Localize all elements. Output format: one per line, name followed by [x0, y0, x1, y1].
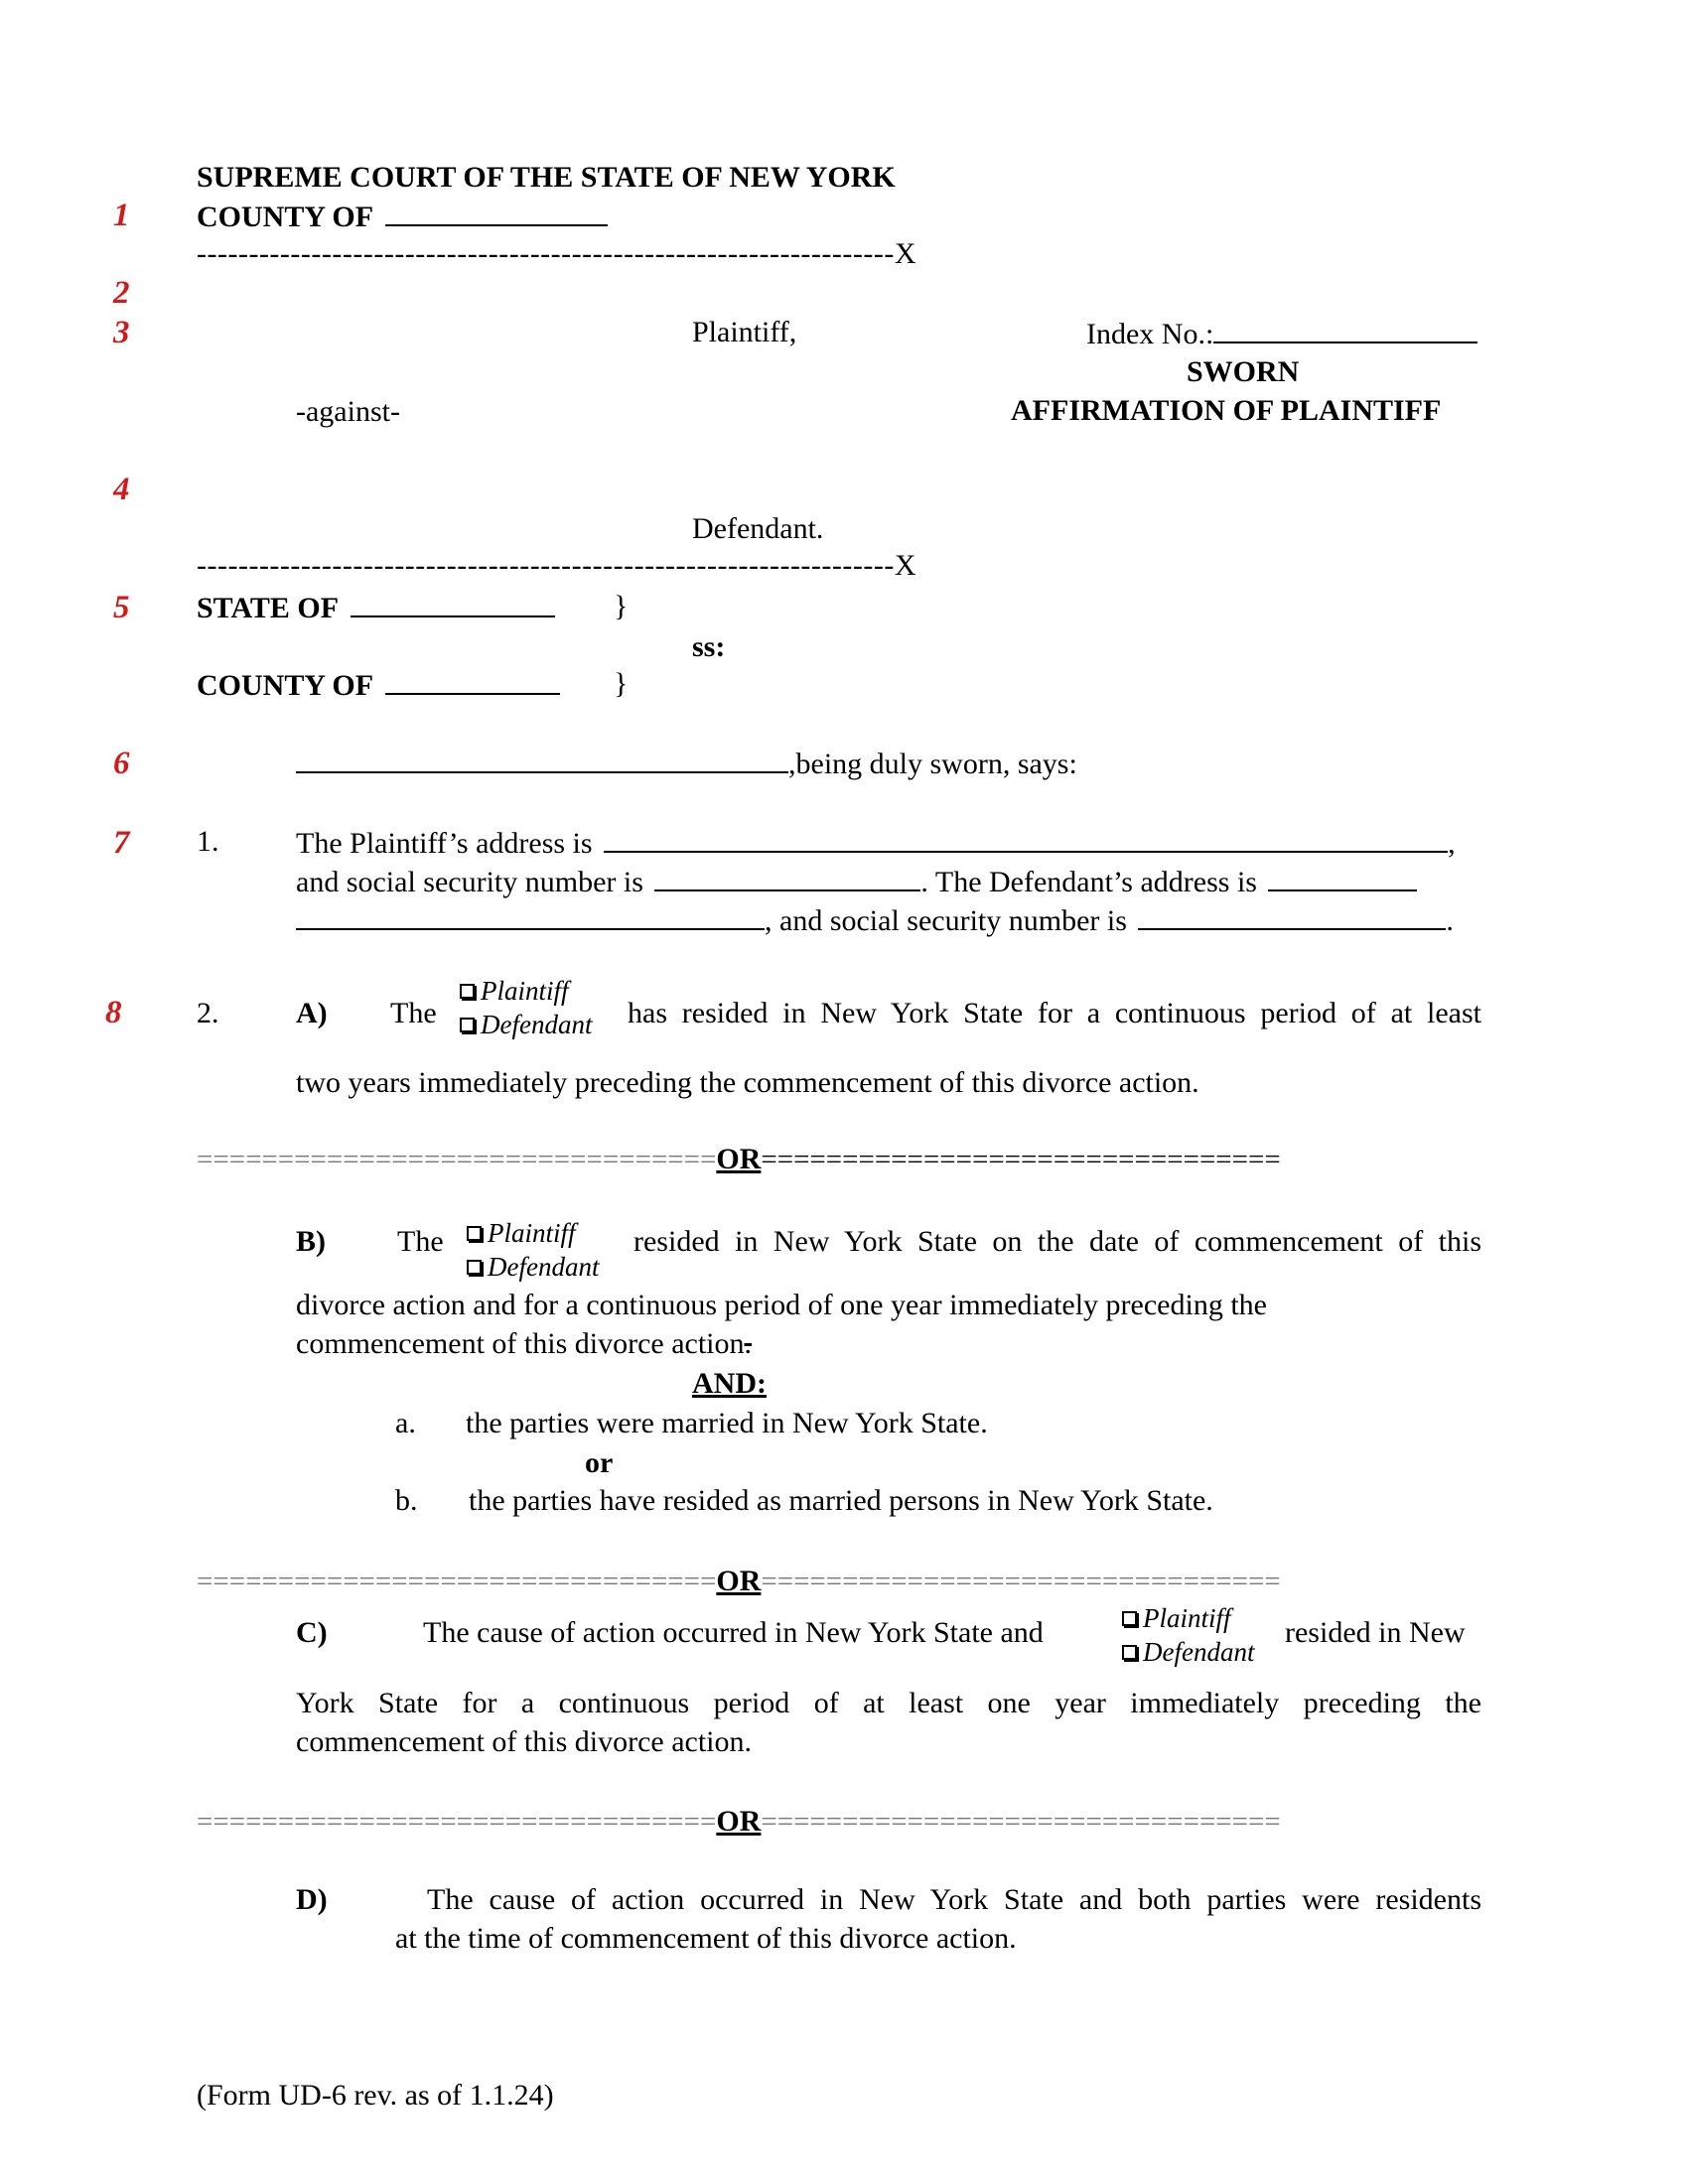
checkbox-icon [1122, 1645, 1137, 1660]
or-separator-2 [197, 1567, 1281, 1596]
option-b-text-1: resided in New York State on the date of commencement of this [633, 1225, 1481, 1258]
venue-county-line [197, 669, 560, 701]
checkbox-icon [467, 1260, 482, 1275]
option-c-defendant-checkbox[interactable] [1122, 1639, 1254, 1666]
para2-number: 2. [197, 997, 219, 1029]
sub-b-text: the parties have resided as married persons in New York State. [469, 1484, 1213, 1517]
checkbox-label: Defendant [481, 1010, 593, 1039]
plaintiff-address-field[interactable] [604, 827, 1448, 853]
sub-b-label: b. [395, 1484, 418, 1517]
option-b-plaintiff-checkbox[interactable] [467, 1220, 576, 1247]
option-c-label: C) [296, 1616, 328, 1649]
checkbox-label: Defendant [1143, 1637, 1255, 1667]
venue-county-field[interactable] [385, 669, 560, 695]
county-label: COUNTY OF [197, 201, 372, 233]
index-no-line [1086, 318, 1477, 349]
option-b-label: B) [296, 1225, 326, 1258]
state-line [197, 592, 555, 623]
or-rule-left: ================================ [197, 1806, 717, 1838]
defendant-address-label: . The Defendant’s address is [920, 866, 1257, 898]
option-d-text-1: The cause of action occurred in New York State and both parties were residents [427, 1883, 1481, 1916]
caption-divider-top: -------------------------------------------------------------------X [197, 237, 917, 270]
defendant-ssn-field[interactable] [1138, 904, 1446, 930]
checkbox-icon [460, 984, 475, 999]
option-c-text-3: commencement of this divorce action. [296, 1725, 753, 1758]
state-label: STATE OF [197, 592, 338, 624]
line-marker-6: 6 [113, 746, 130, 781]
option-c-text-2: York State for a continuous period of at least one year immediately preceding the [296, 1687, 1481, 1719]
para1-number: 1. [197, 825, 219, 858]
checkbox-icon [467, 1226, 482, 1241]
option-a-label: A) [296, 997, 328, 1029]
checkbox-label: Plaintiff [488, 1218, 576, 1248]
line-marker-4: 4 [113, 472, 130, 507]
or-word: OR [716, 1805, 762, 1838]
or-small: or [585, 1446, 614, 1479]
title-sworn: SWORN [1187, 355, 1300, 388]
defendant-ssn-label: , and social security number is [765, 904, 1127, 937]
option-d-text-2: at the time of commencement of this divorce action. [395, 1922, 1017, 1955]
option-b-text-3 [296, 1329, 752, 1359]
or-rule-right: ================================ [761, 1144, 1281, 1175]
option-d-label: D) [296, 1883, 328, 1916]
option-c-text-1b: resided in New [1285, 1616, 1466, 1649]
line-marker-5: 5 [113, 590, 130, 625]
para1-period: . [1446, 904, 1454, 937]
line-marker-7: 7 [113, 825, 130, 861]
checkbox-label: Plaintiff [481, 976, 569, 1006]
affiant-line [296, 748, 1077, 779]
defendant-label: Defendant. [692, 512, 824, 545]
line-marker-8: 8 [105, 995, 122, 1030]
or-rule-right: ================================ [761, 1566, 1281, 1597]
county-field[interactable] [385, 201, 608, 226]
option-b-strike-mark: . [744, 1327, 753, 1360]
form-footer: (Form UD-6 rev. as of 1.1.24) [197, 2079, 554, 2112]
option-a-the: The [390, 997, 437, 1029]
court-heading: SUPREME COURT OF THE STATE OF NEW YORK [197, 161, 896, 194]
option-b-defendant-checkbox[interactable] [467, 1254, 599, 1281]
para1-line2 [296, 866, 1417, 897]
checkbox-label: Defendant [488, 1252, 600, 1282]
brace-2: } [614, 667, 629, 700]
state-field[interactable] [351, 592, 555, 617]
against-label: -against- [296, 395, 400, 428]
sub-a-text: the parties were married in New York State. [466, 1407, 988, 1439]
or-rule-left: ================================ [197, 1144, 717, 1175]
or-rule-left: ================================ [197, 1566, 717, 1597]
caption-divider-bottom: -------------------------------------------------------------------X [197, 549, 917, 582]
option-b-text-3-main: commencement of this divorce action [296, 1327, 745, 1360]
checkbox-icon [1122, 1611, 1137, 1626]
line-marker-3: 3 [113, 315, 130, 350]
option-a-text-1: has resided in New York State for a continuous period of at least [628, 997, 1481, 1029]
para1-comma: , [1448, 827, 1456, 860]
option-c-text-1: The cause of action occurred in New York State and [423, 1616, 1044, 1649]
plaintiff-ssn-field[interactable] [654, 866, 920, 891]
and-heading: AND: [692, 1367, 767, 1400]
option-c-plaintiff-checkbox[interactable] [1122, 1605, 1231, 1632]
brace-1: } [614, 590, 629, 622]
option-a-plaintiff-checkbox[interactable] [460, 978, 569, 1005]
or-word: OR [716, 1143, 762, 1175]
plaintiff-address-label: The Plaintiff’s address is [296, 827, 593, 860]
para1-line1 [296, 827, 1456, 859]
para1-line3 [296, 904, 1454, 936]
checkbox-label: Plaintiff [1143, 1603, 1231, 1633]
plaintiff-label: Plaintiff, [692, 316, 797, 348]
index-no-field[interactable] [1213, 318, 1477, 343]
county-line [197, 201, 608, 232]
ss-label: ss: [692, 630, 726, 663]
plaintiff-ssn-label: and social security number is [296, 866, 643, 898]
option-a-text-2: two years immediately preceding the commencement of this divorce action. [296, 1066, 1199, 1099]
option-b-the: The [397, 1225, 444, 1258]
option-b-text-2: divorce action and for a continuous period of one year immediately preceding the [296, 1289, 1267, 1321]
sub-a-label: a. [395, 1407, 416, 1439]
checkbox-icon [460, 1018, 475, 1032]
or-separator-3 [197, 1807, 1281, 1837]
sworn-text: ,being duly sworn, says: [788, 748, 1077, 780]
or-word: OR [716, 1565, 762, 1597]
defendant-address-field-2[interactable] [296, 904, 765, 930]
defendant-address-field-1[interactable] [1268, 866, 1417, 891]
index-no-label: Index No.: [1086, 318, 1214, 350]
venue-county-label: COUNTY OF [197, 669, 372, 702]
or-rule-right: ================================ [761, 1806, 1281, 1838]
affiant-name-field[interactable] [296, 748, 788, 773]
title-affirmation: AFFIRMATION OF PLAINTIFF [1011, 394, 1442, 427]
option-a-defendant-checkbox[interactable] [460, 1012, 592, 1038]
or-separator-1 [197, 1145, 1281, 1174]
line-marker-2: 2 [113, 275, 130, 311]
line-marker-1: 1 [113, 198, 130, 233]
